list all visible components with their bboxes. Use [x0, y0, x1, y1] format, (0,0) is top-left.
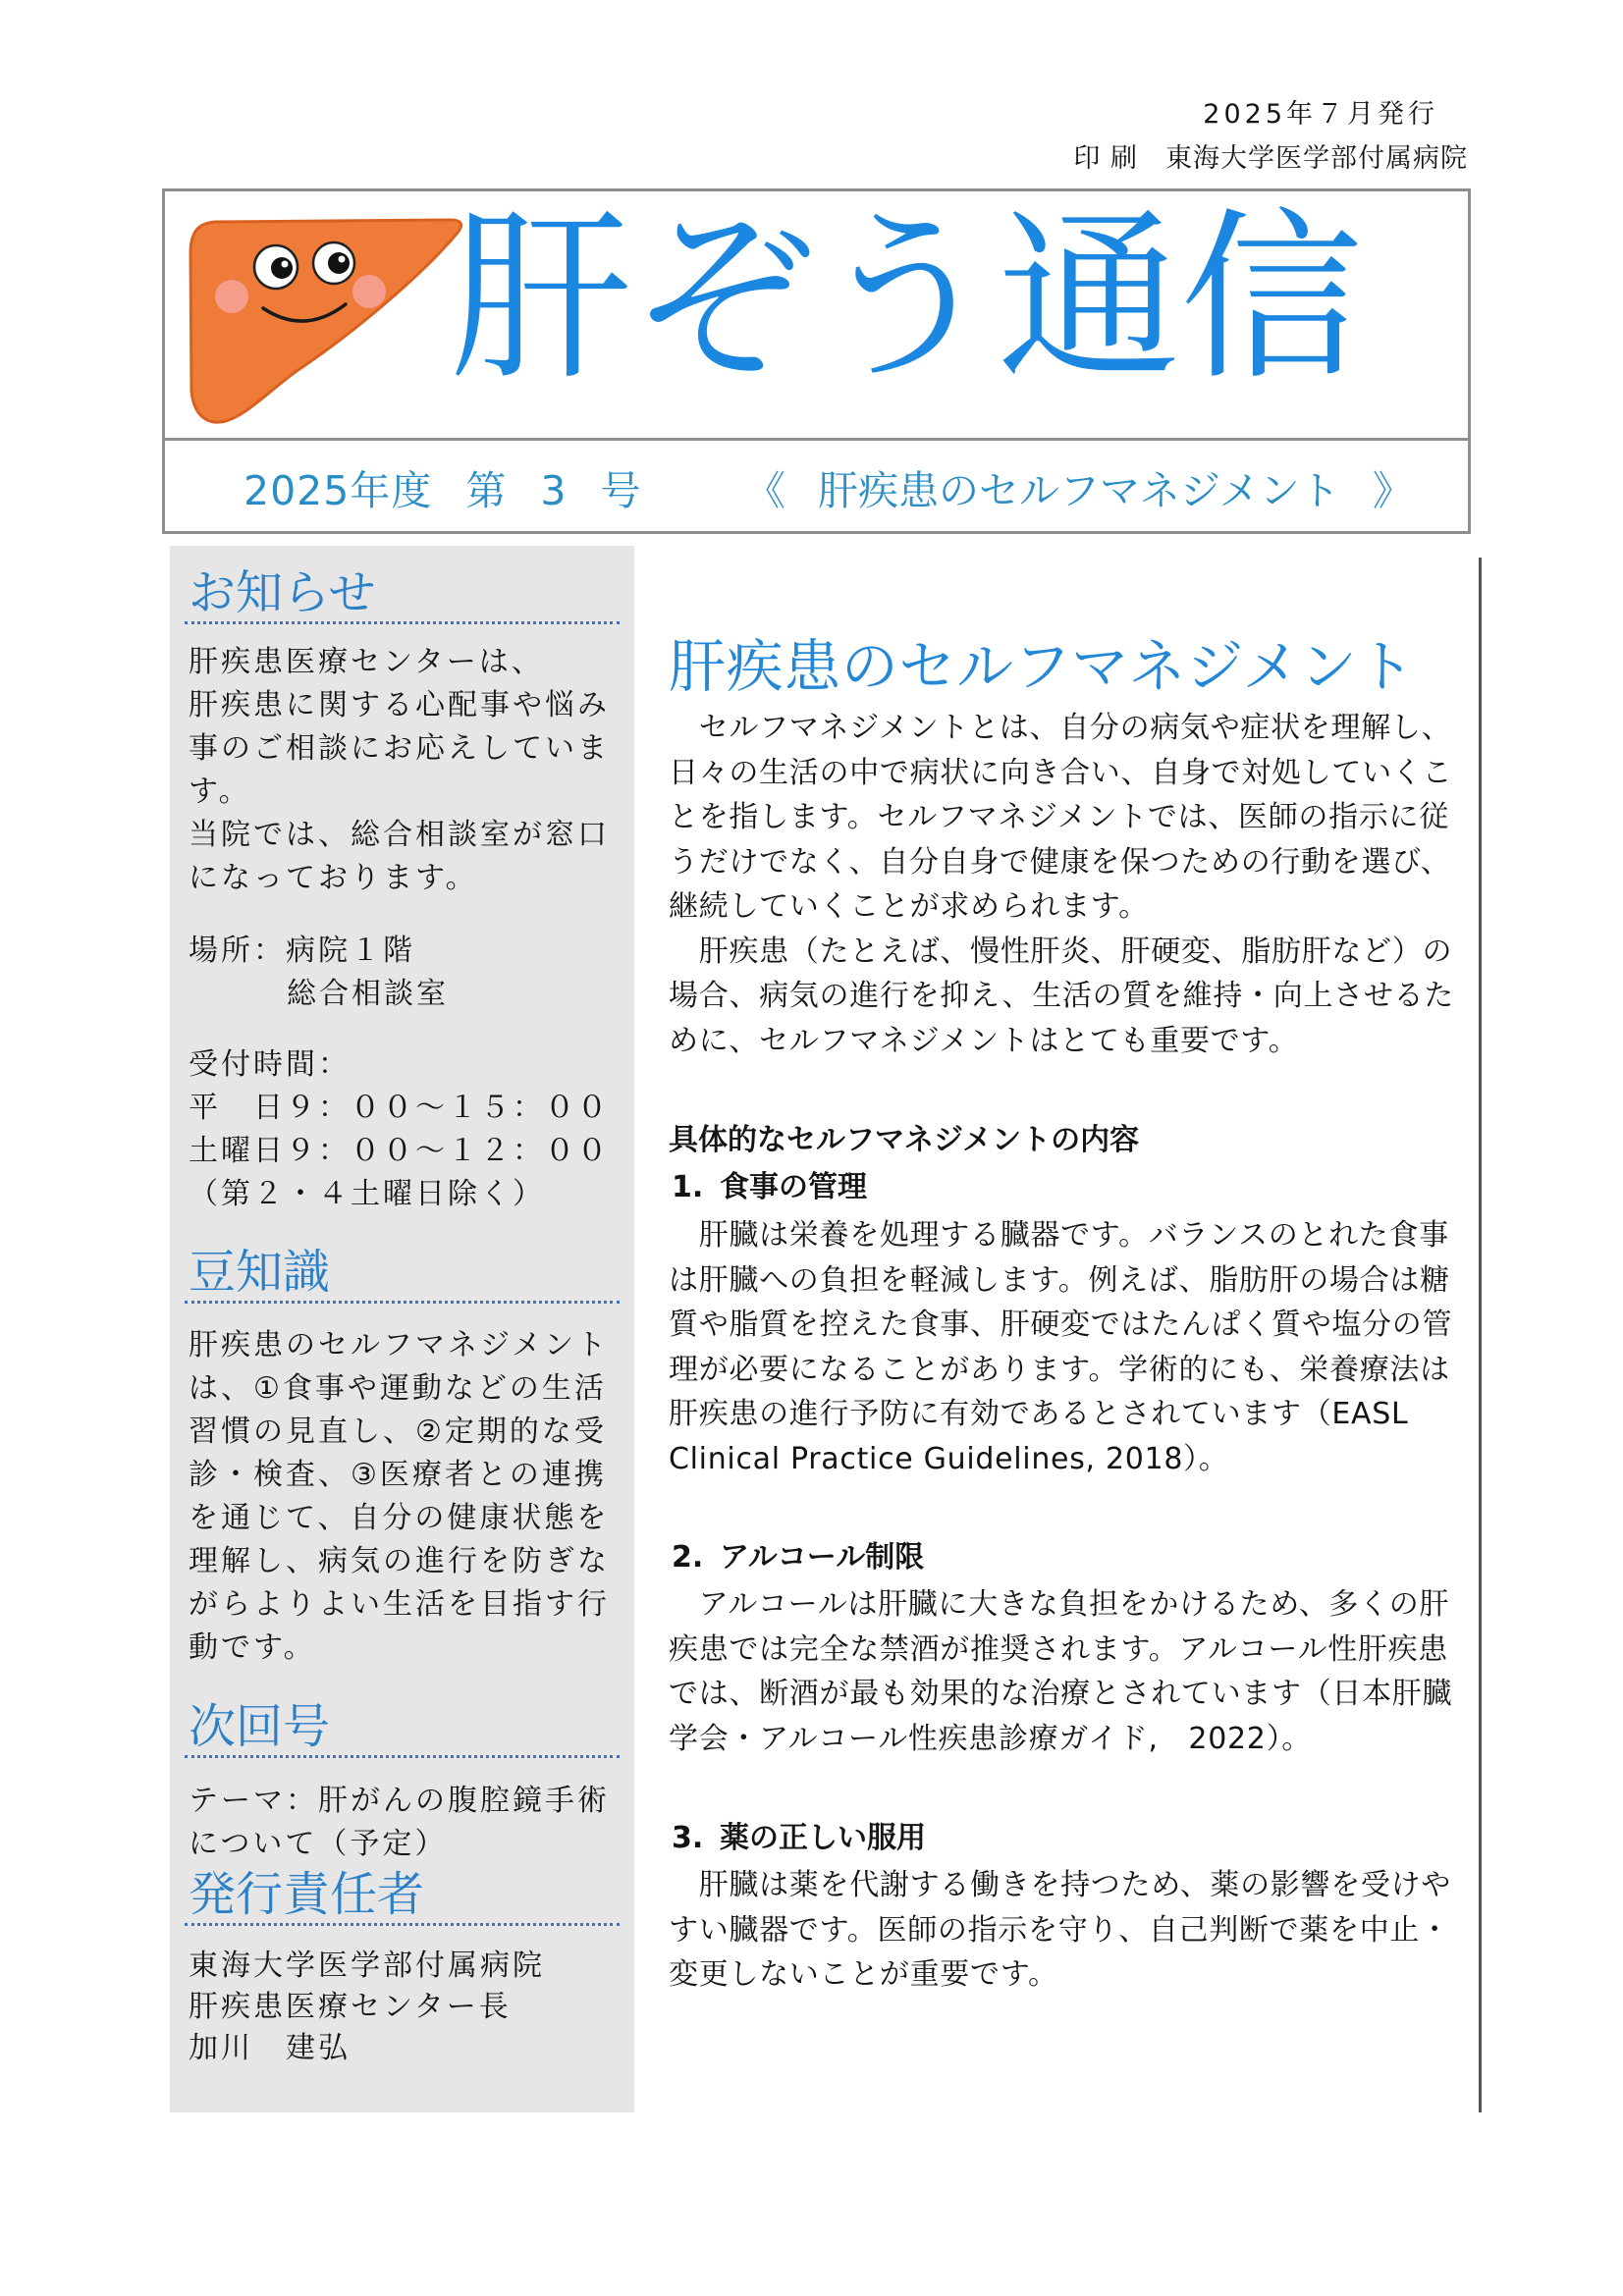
issue-theme: 《 肝疾患のセルフマネジメント 》 [745, 467, 1413, 514]
trivia-line: は、①食事や運動などの生活 [189, 1371, 607, 1406]
notice-heading: お知らせ [185, 564, 620, 624]
issue-number: 2025年度 第 3 号 [243, 467, 642, 514]
left-cheek [215, 280, 248, 313]
section-title: アルコール制限 [720, 1540, 925, 1575]
trivia-line: 診・検査、③医療者との連携 [189, 1458, 607, 1492]
right-pupil [328, 252, 350, 274]
publisher-heading: 発行責任者 [185, 1866, 620, 1926]
notice-hours [189, 1043, 610, 1216]
intro-line: うだけでなく、自分自身で健康を保つための行動を選び、 [669, 844, 1451, 880]
notice-line: す。 [189, 774, 251, 809]
section-line: Clinical Practice Guidelines, 2018）。 [669, 1441, 1229, 1476]
publisher-line: 肝疾患医療センター長 [189, 1990, 512, 2024]
liver-mascot-icon [187, 214, 466, 425]
section-3-text [669, 1863, 1451, 1998]
section-line: すい臓器です。医師の指示を守り、自己判断で薬を中止・ [669, 1912, 1450, 1948]
section-line: 学会・アルコール性疾患診療ガイド, 2022）。 [669, 1721, 1312, 1756]
trivia-line: 理解し、病気の進行を防ぎな [189, 1544, 610, 1578]
notice-line: 肝疾患に関する心配事や悩み [189, 688, 610, 722]
hours-saturday: 土曜日９：００～１２：００ [189, 1134, 610, 1168]
section-line: 理が必要になることがあります。学術的にも、栄養療法は [669, 1352, 1450, 1387]
sidebar [170, 546, 634, 2112]
section-line: は肝臓への負担を軽減します。例えば、脂肪肝の場合は糖 [669, 1262, 1450, 1298]
next-issue-text [189, 1780, 610, 1866]
trivia-text [189, 1324, 610, 1670]
trivia-line: 動です。 [189, 1630, 316, 1665]
section-line: では、断酒が最も効果的な治療とされています（日本肝臓 [669, 1677, 1453, 1711]
section-2-heading [669, 1535, 924, 1580]
intro-paragraph [669, 706, 1454, 930]
article-title: 肝疾患のセルフマネジメント [669, 633, 1416, 700]
intro-line: 場合、病気の進行を抑え、生活の質を維持・向上させるた [669, 979, 1454, 1013]
left-pupil [271, 257, 293, 279]
trivia-line: を通じて、自分の健康状態を [189, 1501, 610, 1535]
section-2-text [669, 1582, 1452, 1761]
section-number: 3. [672, 1821, 704, 1855]
next-issue-line: について（予定） [189, 1827, 448, 1861]
section-heading: 具体的なセルフマネジメントの内容 [669, 1123, 1140, 1157]
column-rule [1479, 558, 1482, 2112]
left-eye-highlight [282, 261, 289, 268]
section-1-heading [669, 1165, 867, 1210]
trivia-heading: 豆知識 [185, 1244, 620, 1304]
notice-location [189, 930, 449, 1016]
notice-line: になっております。 [189, 861, 478, 895]
location-label: 場所：病院１階 [189, 934, 415, 968]
next-issue-line: テーマ：肝がんの腹腔鏡手術 [189, 1784, 610, 1818]
intro-line: とを指します。セルフマネジメントでは、医師の指示に従 [669, 800, 1449, 834]
intro-line: めに、セルフマネジメントはとても重要です。 [669, 1023, 1299, 1058]
section-3-heading [669, 1816, 926, 1861]
trivia-line: 肝疾患のセルフマネジメント [189, 1328, 610, 1362]
publisher-line: 東海大学医学部付属病院 [189, 1949, 545, 1983]
hours-weekday: 平 日９：００～１５：００ [189, 1091, 610, 1125]
location-room: 総合相談室 [287, 977, 449, 1011]
trivia-line: 習慣の見直し、②定期的な受 [189, 1415, 607, 1449]
article-intro [669, 706, 1454, 1063]
intro-line: 日々の生活の中で病状に向き合い、自身で対処していくこ [669, 755, 1453, 790]
section-line: 質や脂質を控えた食事、肝硬変ではたんぱく質や塩分の管 [669, 1308, 1453, 1342]
issue-date: 2025年７月発行 [1203, 99, 1438, 130]
notice-line: 事のご相談にお応えしていま [189, 731, 610, 766]
publisher-text [189, 1946, 545, 2069]
intro-line: セルフマネジメントとは、自分の病気や症状を理解し、 [669, 711, 1452, 745]
section-line: 肝臓は栄養を処理する臓器です。バランスのとれた食事 [669, 1218, 1449, 1253]
publisher-line: 加川 建弘 [189, 2031, 351, 2065]
intro-paragraph [669, 930, 1454, 1064]
notice-text [189, 641, 610, 900]
masthead-divider [165, 438, 1468, 441]
right-eye-highlight [339, 256, 346, 263]
section-title: 食事の管理 [720, 1170, 867, 1204]
hours-note: （第２・４土曜日除く） [189, 1177, 545, 1211]
notice-line: 肝疾患医療センターは、 [189, 645, 544, 679]
section-line: 疾患では完全な禁酒が推奨されます。アルコール性肝疾患 [669, 1631, 1448, 1667]
section-line: アルコールは肝臓に大きな負担をかけるため、多くの肝 [669, 1587, 1450, 1622]
intro-line: 肝疾患（たとえば、慢性肝炎、肝硬変、脂肪肝など）の [669, 934, 1453, 969]
next-issue-heading: 次回号 [185, 1698, 620, 1758]
intro-line: 継続していくことが求められます。 [669, 889, 1149, 924]
section-number: 1. [672, 1170, 704, 1204]
notice-line: 当院では、総合相談室が窓口 [189, 818, 610, 852]
right-cheek [352, 275, 386, 308]
printer-credit: 印 刷 東海大学医学部付属病院 [1073, 143, 1468, 174]
masthead [162, 188, 1471, 534]
hours-label: 受付時間： [189, 1047, 351, 1082]
section-number: 2. [672, 1540, 704, 1575]
section-line: 変更しないことが重要です。 [669, 1957, 1058, 1992]
newsletter-title: 肝ぞう通信 [450, 191, 1364, 404]
section-line: 肝疾患の進行予防に有効であるとされています（EASL [669, 1397, 1409, 1431]
section-1-text [669, 1213, 1452, 1481]
section-line: 肝臓は薬を代謝する働きを持つため、薬の影響を受けや [669, 1868, 1451, 1902]
trivia-line: がらよりよい生活を目指す行 [189, 1587, 610, 1622]
section-title: 薬の正しい服用 [720, 1821, 926, 1855]
